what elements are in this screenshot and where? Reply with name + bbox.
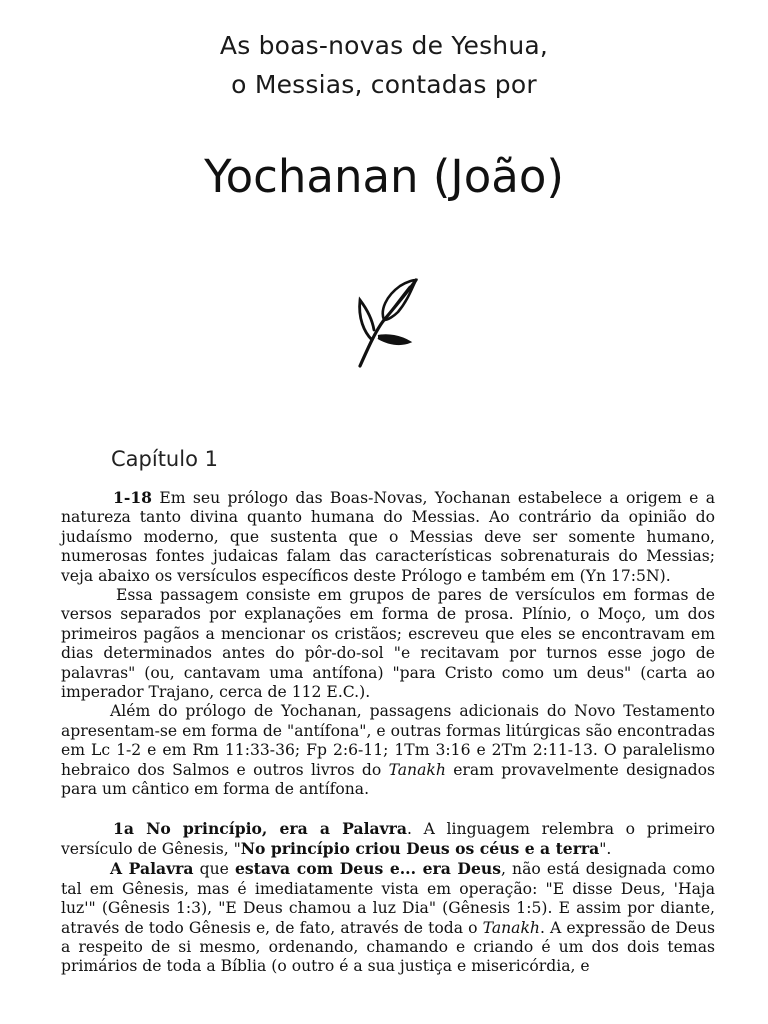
bold-quote: No princípio criou Deus os céus e a terra <box>240 838 600 858</box>
paragraph-antiphon <box>61 586 715 702</box>
italic-term: Tanakh <box>388 760 446 779</box>
paragraph-text: ". <box>599 839 612 858</box>
paragraph-1a <box>61 819 715 860</box>
paragraph-text: Em seu prólogo das Boas-Novas, Yochanan estabelece a origem e a natureza tanto divina quanto humana do Messias. Ao contrário da opinião do judaísmo moderno, que sustenta que o Messias deve ser somente humano, numerosas fontes judaicas falam das características sobrenaturais do Messias; veja abaixo os versículos específicos deste Prólogo e também em (Yn 17:5N). <box>61 489 715 585</box>
bold-phrase: estava com Deus e... era Deus <box>234 859 501 879</box>
paragraph-text: eram provavelmente designados para um cântico em forma de antífona. <box>61 760 715 799</box>
book-subtitle-line1: As boas-novas de Yeshua, <box>219 31 549 60</box>
leaf-sprig-icon <box>350 278 422 368</box>
chapter-label: Capítulo 1 <box>111 447 218 471</box>
paragraph-text: , não está designada como tal em Gênesis, mas é imediatamente vista em operação: "E disse Deus, 'Haja luz'" (Gênesis 1:3), "E Deus chamou a luz Dia" (Gênesis 1:5). E assim por diante, através de todo Gênesis e, de fato, através de toda o <box>61 860 715 937</box>
book-title: Yochanan (João) <box>204 150 564 203</box>
bold-phrase: A Palavra <box>110 859 194 879</box>
italic-term: Tanakh <box>482 918 540 937</box>
verse-ref: 1a No princípio, era a Palavra <box>113 818 407 838</box>
paragraph-gap <box>61 800 715 819</box>
paragraph-text: . A linguagem relembra o primeiro versículo de Gênesis, " <box>61 819 715 858</box>
paragraph-word <box>61 859 715 976</box>
commentary-body <box>61 488 715 977</box>
paragraph-text: Essa passagem consiste em grupos de pares de versículos em formas de versos separados por explanações em forma de prosa. Plínio, o Moço, um dos primeiros pagãos a mencionar os cristãos; escreveu que eles se encontravam em dias determinados antes do pôr-do-sol "e recitavam por turnos esse jogo de palavras" (ou, cantavam uma antífona) "para Cristo como um deus" (carta ao imperador Trajano, cerca de 112 E.C.). <box>61 586 715 702</box>
paragraph-text: Além do prólogo de Yochanan, passagens adicionais do Novo Testamento apresentam-se em forma de "antífona", e outras formas litúrgicas são encontradas em Lc 1-2 e em Rm 11:33-36; Fp 2:6-11; 1Tm 3:16 e 2Tm 2:11-13. O paralelismo hebraico dos Salmos e outros livros do <box>61 702 715 779</box>
paragraph-text: que <box>193 860 235 879</box>
verse-ref: 1-18 <box>113 488 153 507</box>
paragraph-1-18 <box>61 488 715 586</box>
book-subtitle-line2: o Messias, contadas por <box>231 70 537 99</box>
chapter-heading <box>111 447 218 471</box>
paragraph-other-passages <box>61 702 715 799</box>
paragraph-text: . A expressão de Deus a respeito de si mesmo, ordenando, chamando e criando é um dos dois temas primários de toda a Bíblia (o outro é a sua justiça e misericórdia, e <box>61 918 715 976</box>
